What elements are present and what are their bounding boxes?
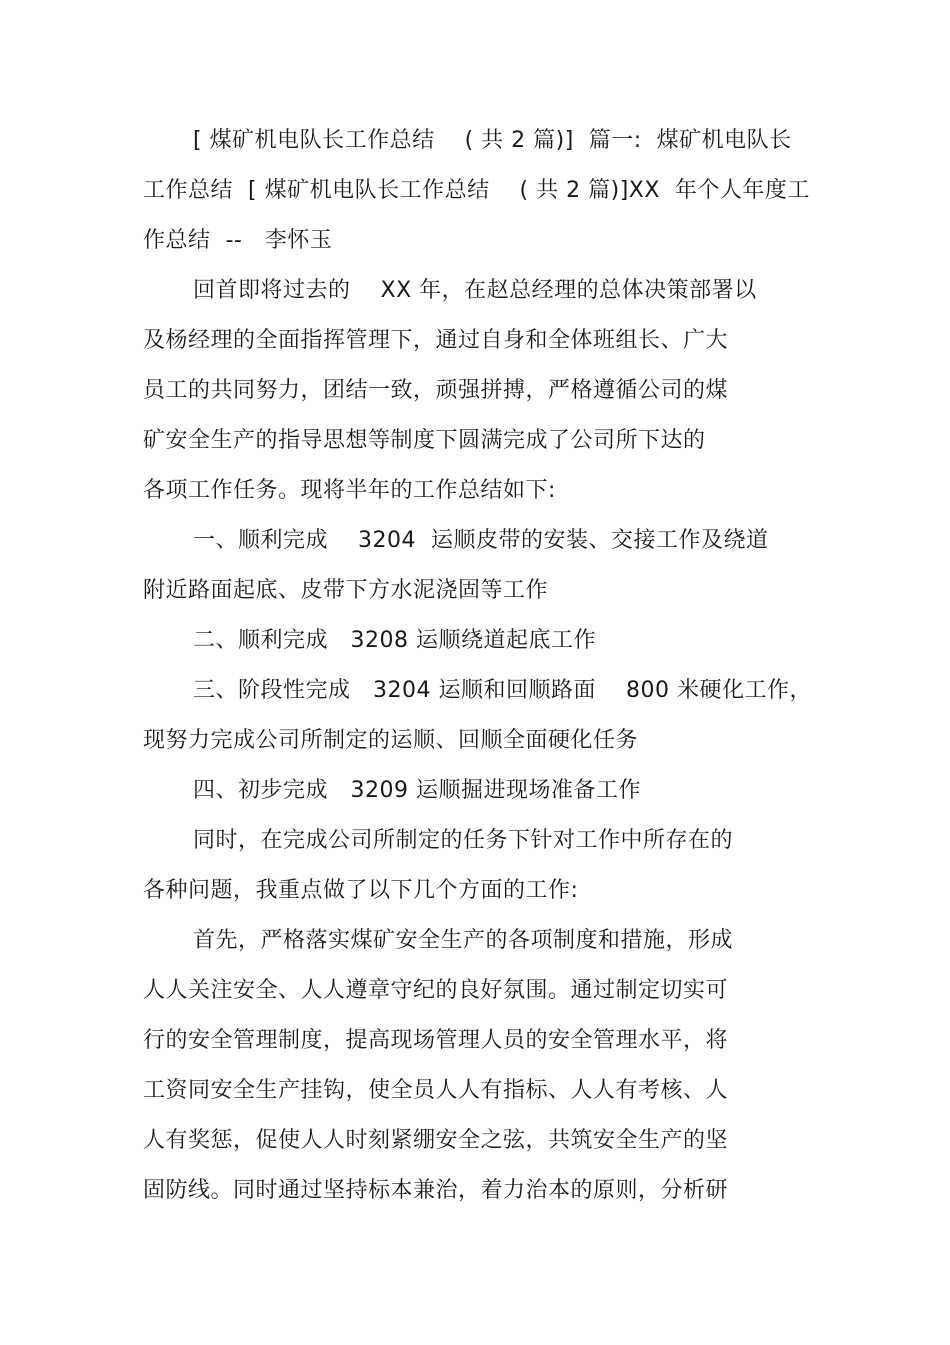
paragraph-line: 回首即将过去的 XX 年，在赵总经理的总体决策部署以 — [193, 278, 757, 303]
paragraph-line: 人人关注安全、人人遵章守纪的良好氛围。通过制定切实可 — [143, 978, 729, 1003]
list-item-1-cont: 附近路面起底、皮带下方水泥浇固等工作 — [143, 578, 549, 603]
paragraph-line: 首先，严格落实煤矿安全生产的各项制度和措施，形成 — [193, 928, 734, 953]
paragraph-line: 矿安全生产的指导思想等制度下圆满完成了公司所下达的 — [143, 428, 706, 453]
paragraph-line: 人有奖惩，促使人人时刻紧绷安全之弦，共筑安全生产的坚 — [143, 1128, 729, 1153]
list-item-2: 二、顺利完成 3208 运顺绕道起底工作 — [193, 628, 596, 653]
list-item-3: 三、阶段性完成 3204 运顺和回顺路面 800 米硬化工作， — [193, 678, 812, 703]
list-item-4: 四、初步完成 3209 运顺掘进现场准备工作 — [193, 778, 641, 803]
paragraph-line: 各种问题，我重点做了以下几个方面的工作: — [143, 878, 579, 903]
paragraph-line: 及杨经理的全面指挥管理下，通过自身和全体班组长、广大 — [143, 328, 729, 353]
paragraph-line: 各项工作任务。现将半年的工作总结如下: — [143, 478, 556, 503]
paragraph-line: 行的安全管理制度，提高现场管理人员的安全管理水平，将 — [143, 1028, 729, 1053]
paragraph-line: 同时，在完成公司所制定的任务下针对工作中所存在的 — [193, 828, 734, 853]
list-item-3-cont: 现努力完成公司所制定的运顺、回顺全面硬化任务 — [143, 728, 639, 753]
list-item-1: 一、顺利完成 3204 运顺皮带的安装、交接工作及绕道 — [193, 528, 769, 553]
paragraph-line: 固防线。同时通过坚持标本兼治，着力治本的原则，分析研 — [143, 1178, 729, 1203]
paragraph-line: 员工的共同努力，团结一致，顽强拼搏，严格遵循公司的煤 — [143, 378, 729, 403]
paragraph-line: 工资同安全生产挂钩，使全员人人有指标、人人有考核、人 — [143, 1078, 729, 1103]
title-line-2: 工作总结 [ 煤矿机电队长工作总结 ( 共 2 篇)]XX 年个人年度工 — [143, 178, 810, 203]
title-line-3: 作总结 -- 李怀玉 — [143, 228, 333, 253]
title-line-1: [ 煤矿机电队长工作总结 ( 共 2 篇)] 篇一: 煤矿机电队长 — [193, 128, 792, 153]
